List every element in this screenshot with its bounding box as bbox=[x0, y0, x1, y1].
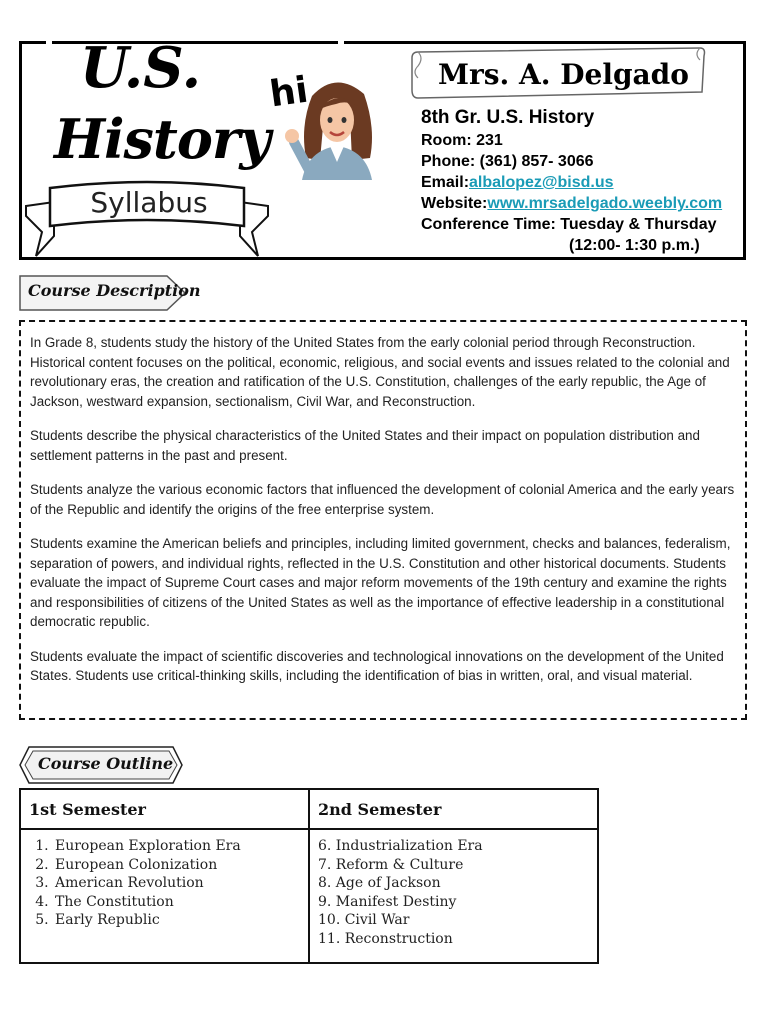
website-label: Website: bbox=[421, 195, 488, 212]
email-row bbox=[421, 172, 722, 193]
email-link[interactable]: albalopez@bisd.us bbox=[469, 174, 614, 191]
website-row bbox=[421, 193, 722, 214]
conference-text: Conference Time: Tuesday & Thursday bbox=[421, 216, 717, 233]
list-item: 6. Industrialization Era bbox=[318, 838, 483, 854]
list-item: 10. Civil War bbox=[318, 912, 410, 928]
title-history: History bbox=[54, 107, 270, 171]
course-outline-heading: Course Outline bbox=[38, 754, 174, 773]
greeting-text: hi bbox=[267, 69, 311, 116]
list-item: 11. Reconstruction bbox=[318, 930, 453, 947]
description-paragraph: Students evaluate the impact of scientific discoveries and technological innovations on the development of the United States. Students use critical-thinking skills, including the identification of bias in written, oral, and visual material. bbox=[30, 648, 724, 683]
contact-info bbox=[421, 106, 722, 256]
conference-hours: (12:00- 1:30 p.m.) bbox=[569, 237, 700, 254]
semester-1-header: 1st Semester bbox=[20, 789, 309, 829]
semester-2-cell bbox=[309, 829, 598, 963]
list-item: 8. Age of Jackson bbox=[318, 875, 441, 891]
course-outline-table bbox=[19, 788, 599, 964]
list-item: 7. Reform & Culture bbox=[318, 856, 464, 873]
course-description-text bbox=[30, 333, 742, 701]
description-paragraph: In Grade 8, students study the history of the United States from the early colonial period through Reconstruction. Historical content focuses on the political, economic, religious, and social events and issues related to the colonial and revolutionary eras, the creation and ratification of the U.S. Constitution, challenges of the early republic, the Age of Jackson, westward expansion, sectionalism, Civil War, and Reconstruction. bbox=[30, 335, 730, 409]
list-item: 4. The Constitution bbox=[53, 893, 300, 912]
border-gap bbox=[46, 40, 52, 45]
email-label: Email: bbox=[421, 174, 470, 191]
description-paragraph: Students examine the American beliefs and principles, including limited government, checks and balances, federalism, separation of powers, and individual rights, reflected in the U.S. Constitution and other historical documents. Students evaluate the impact of Supreme Court cases and major reform movements of the 19th century and examine the rights and responsibilities of citizens of the United States as well as the importance of effective leadership in a constitutional democratic republic. bbox=[30, 536, 731, 629]
list-item: 9. Manifest Destiny bbox=[318, 893, 457, 910]
room-text: Room: 231 bbox=[421, 132, 503, 149]
course-description-box bbox=[19, 320, 747, 720]
semester-2-list bbox=[318, 837, 589, 948]
syllabus-label: Syllabus bbox=[90, 186, 208, 219]
list-item: 2. European Colonization bbox=[53, 856, 300, 875]
description-paragraph: Students describe the physical characteristics of the United States and their impact on population distribution and settlement patterns in the past and present. bbox=[30, 428, 700, 463]
semester-2-header: 2nd Semester bbox=[309, 789, 598, 829]
title-us: U.S. bbox=[80, 35, 202, 101]
course-description-heading: Course Description bbox=[28, 281, 201, 300]
list-item: 5. Early Republic bbox=[53, 911, 300, 930]
semester-1-list bbox=[29, 837, 300, 930]
border-gap bbox=[338, 40, 344, 45]
list-item: 1. European Exploration Era bbox=[53, 837, 300, 856]
table-row bbox=[20, 829, 598, 963]
semester-1-cell bbox=[20, 829, 309, 963]
teacher-avatar-icon bbox=[280, 76, 376, 180]
teacher-name: Mrs. A. Delgado bbox=[438, 58, 689, 91]
website-link[interactable]: www.mrsadelgado.weebly.com bbox=[487, 195, 723, 212]
phone-text: Phone: (361) 857- 3066 bbox=[421, 153, 594, 170]
course-title: 8th Gr. U.S. History bbox=[421, 107, 595, 128]
table-header-row bbox=[20, 789, 598, 829]
description-paragraph: Students analyze the various economic factors that influenced the development of colonial America and the early years of the Republic and identify the origins of the free enterprise system. bbox=[30, 482, 735, 517]
list-item: 3. American Revolution bbox=[53, 874, 300, 893]
